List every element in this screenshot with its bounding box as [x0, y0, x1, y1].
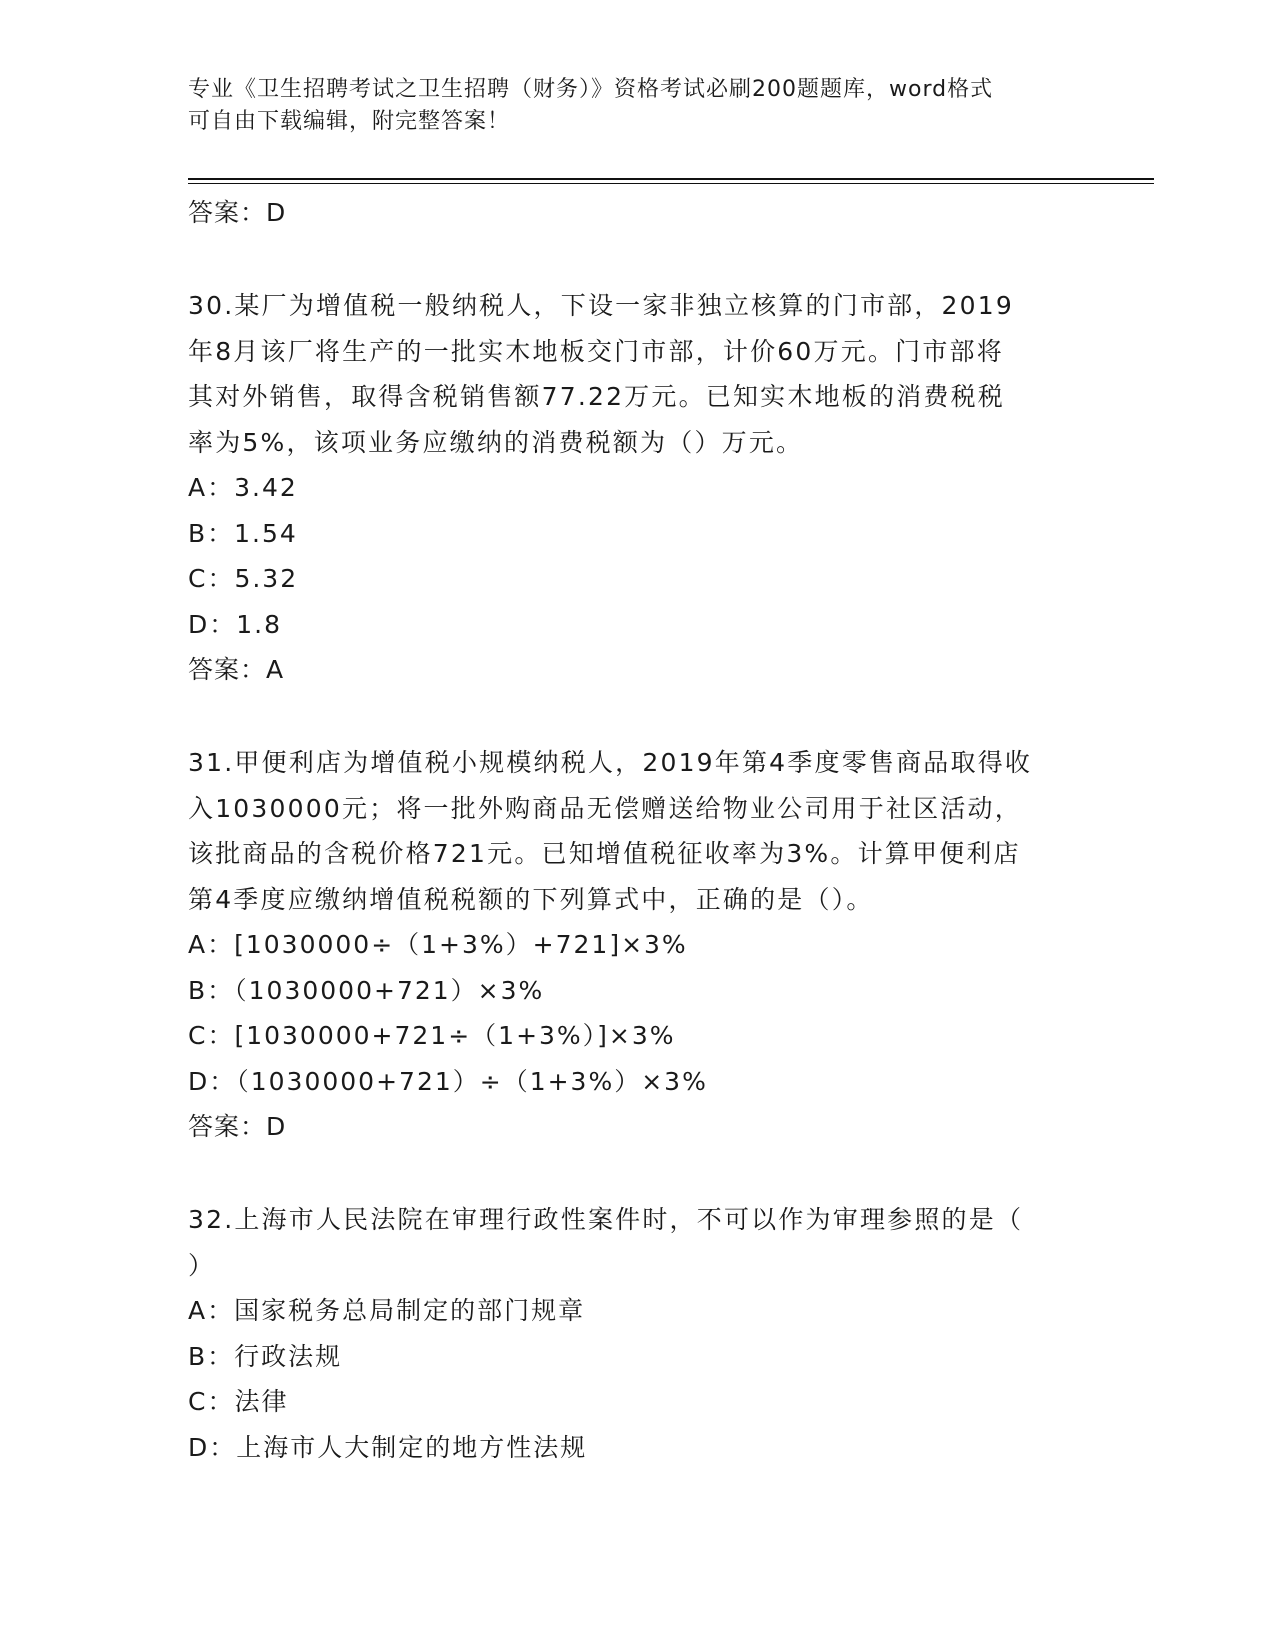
answer-line: 答案：D	[188, 1112, 287, 1141]
question-line: 该批商品的含税价格721元。已知增值税征收率为3%。计算甲便利店	[188, 839, 1021, 868]
document-header	[188, 74, 1068, 138]
question-line: 其对外销售，取得含税销售额77.22万元。已知实木地板的消费税税	[188, 382, 1005, 411]
question-stem	[188, 740, 1088, 922]
option-a: A：[1030000÷（1+3%）+721]×3%	[188, 930, 688, 959]
question-line: 第4季度应缴纳增值税税额的下列算式中，正确的是（）。	[188, 884, 874, 914]
option-d: D：1.8	[188, 609, 283, 639]
option-a: A：国家税务总局制定的部门规章	[188, 1296, 586, 1325]
header-divider-thin	[188, 183, 1154, 184]
question-line: ）	[188, 1250, 216, 1280]
question-line: 率为5%，该项业务应缴纳的消费税额为（）万元。	[188, 427, 804, 457]
header-line-2: 可自由下载编辑，附完整答案！	[188, 109, 511, 134]
document-body	[188, 190, 1088, 1470]
previous-answer: 答案：D	[188, 198, 287, 227]
option-c: C：法律	[188, 1387, 289, 1416]
question-line: 31.甲便利店为增值税小规模纳税人，2019年第4季度零售商品取得收	[188, 748, 1033, 777]
option-d: D：上海市人大制定的地方性法规	[188, 1432, 588, 1462]
option-c: C：[1030000+721÷（1+3%）]×3%	[188, 1021, 676, 1050]
option-b: B：行政法规	[188, 1341, 343, 1371]
option-c: C：5.32	[188, 564, 299, 593]
option-d: D：（1030000+721）÷（1+3%）×3%	[188, 1066, 708, 1096]
question-line: 入1030000元；将一批外购商品无偿赠送给物业公司用于社区活动，	[188, 793, 1022, 823]
header-divider-thick	[188, 178, 1154, 180]
option-b: B：（1030000+721）×3%	[188, 975, 545, 1005]
option-b: B：1.54	[188, 518, 298, 548]
question-line: 32.上海市人民法院在审理行政性案件时，不可以作为审理参照的是（	[188, 1205, 1024, 1234]
answer-line: 答案：A	[188, 655, 285, 684]
question-stem	[188, 283, 1088, 465]
header-line-1: 专业《卫生招聘考试之卫生招聘（财务）》资格考试必刷200题题库，word格式	[188, 77, 994, 102]
question-line: 年8月该厂将生产的一批实木地板交门市部，计价60万元。门市部将	[188, 336, 1004, 366]
question-stem	[188, 1197, 1088, 1288]
question-32	[188, 1197, 1088, 1470]
question-line: 30.某厂为增值税一般纳税人，下设一家非独立核算的门市部，2019	[188, 291, 1014, 320]
option-a: A：3.42	[188, 473, 298, 502]
question-31	[188, 740, 1088, 1150]
question-30	[188, 283, 1088, 693]
